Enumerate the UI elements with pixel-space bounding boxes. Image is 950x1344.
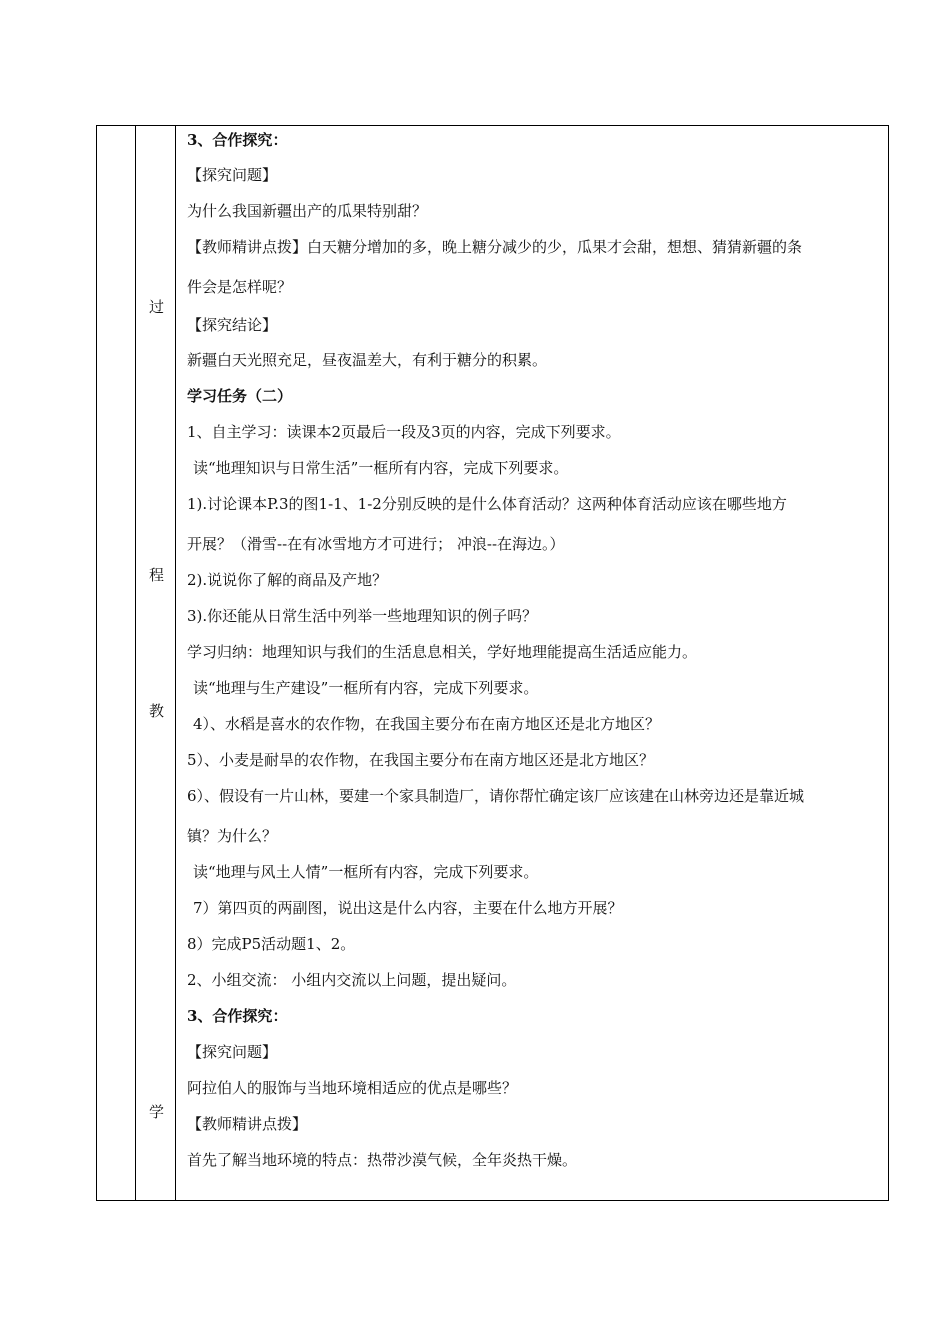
text-line: 读“地理与生产建设”一框所有内容，完成下列要求。 [193, 679, 539, 697]
section-heading: 学习任务（二） [187, 387, 293, 405]
text-line: 读“地理知识与日常生活”一框所有内容，完成下列要求。 [193, 459, 569, 477]
column-divider [135, 126, 136, 1200]
text-line: 6）、假设有一片山林，要建一个家具制造厂，请你帮忙确定该厂应该建在山林旁边还是靠近城 [187, 787, 805, 805]
lesson-table [96, 125, 889, 1201]
text-line: 阿拉伯人的服饰与当地环境相适应的优点是哪些？ [187, 1079, 518, 1097]
text-line: 学习归纳：地理知识与我们的生活息息相关，学好地理能提高生活适应能力。 [187, 643, 698, 661]
text-line: 5）、小麦是耐旱的农作物，在我国主要分布在南方地区还是北方地区？ [187, 751, 655, 769]
text-line: 【探究结论】 [187, 316, 278, 334]
text-line: 1、自主学习：读课本2页最后一段及3页的内容，完成下列要求。 [187, 423, 621, 441]
text-line: 【探究问题】 [187, 1043, 278, 1061]
text-line: 2、小组交流： 小组内交流以上问题，提出疑问。 [187, 971, 517, 989]
side-label-char: 学 [149, 1103, 165, 1121]
text-line: 件会是怎样呢？ [187, 278, 293, 296]
text-line: 7）第四页的两副图，说出这是什么内容，主要在什么地方开展？ [193, 899, 623, 917]
text-line: 2).说说你了解的商品及产地？ [187, 571, 388, 589]
text-line: 【探究问题】 [187, 166, 278, 184]
text-line: 镇？为什么？ [187, 827, 278, 845]
text-line: 开展？（滑雪--在有冰雪地方才可进行； 冲浪--在海边。） [187, 535, 565, 553]
text-line: 1).讨论课本P.3的图1-1、1-2分别反映的是什么体育活动？这两种体育活动应该在哪些地方 [187, 495, 787, 513]
text-line: 首先了解当地环境的特点：热带沙漠气候，全年炎热干燥。 [187, 1151, 578, 1169]
side-label-char: 教 [149, 702, 165, 720]
text-line: 【教师精讲点拨】白天糖分增加的多，晚上糖分减少的少，瓜果才会甜，想想、猜猜新疆的条 [187, 238, 803, 256]
section-heading: 3、合作探究： [187, 1007, 288, 1025]
text-line: 新疆白天光照充足，昼夜温差大，有利于糖分的积累。 [187, 351, 548, 369]
text-line: 【教师精讲点拨】 [187, 1115, 308, 1133]
text-line: 8）完成P5活动题1、2。 [187, 935, 356, 953]
text-line: 读“地理与风土人情”一框所有内容，完成下列要求。 [193, 863, 539, 881]
section-heading: 3、合作探究： [187, 131, 288, 149]
side-label-char: 程 [149, 566, 165, 584]
column-divider [175, 126, 176, 1200]
text-line: 为什么我国新疆出产的瓜果特别甜？ [187, 202, 428, 220]
text-line: 4）、水稻是喜水的农作物，在我国主要分布在南方地区还是北方地区？ [193, 715, 661, 733]
text-line: 3).你还能从日常生活中列举一些地理知识的例子吗？ [187, 607, 538, 625]
side-label-char: 过 [149, 298, 165, 316]
